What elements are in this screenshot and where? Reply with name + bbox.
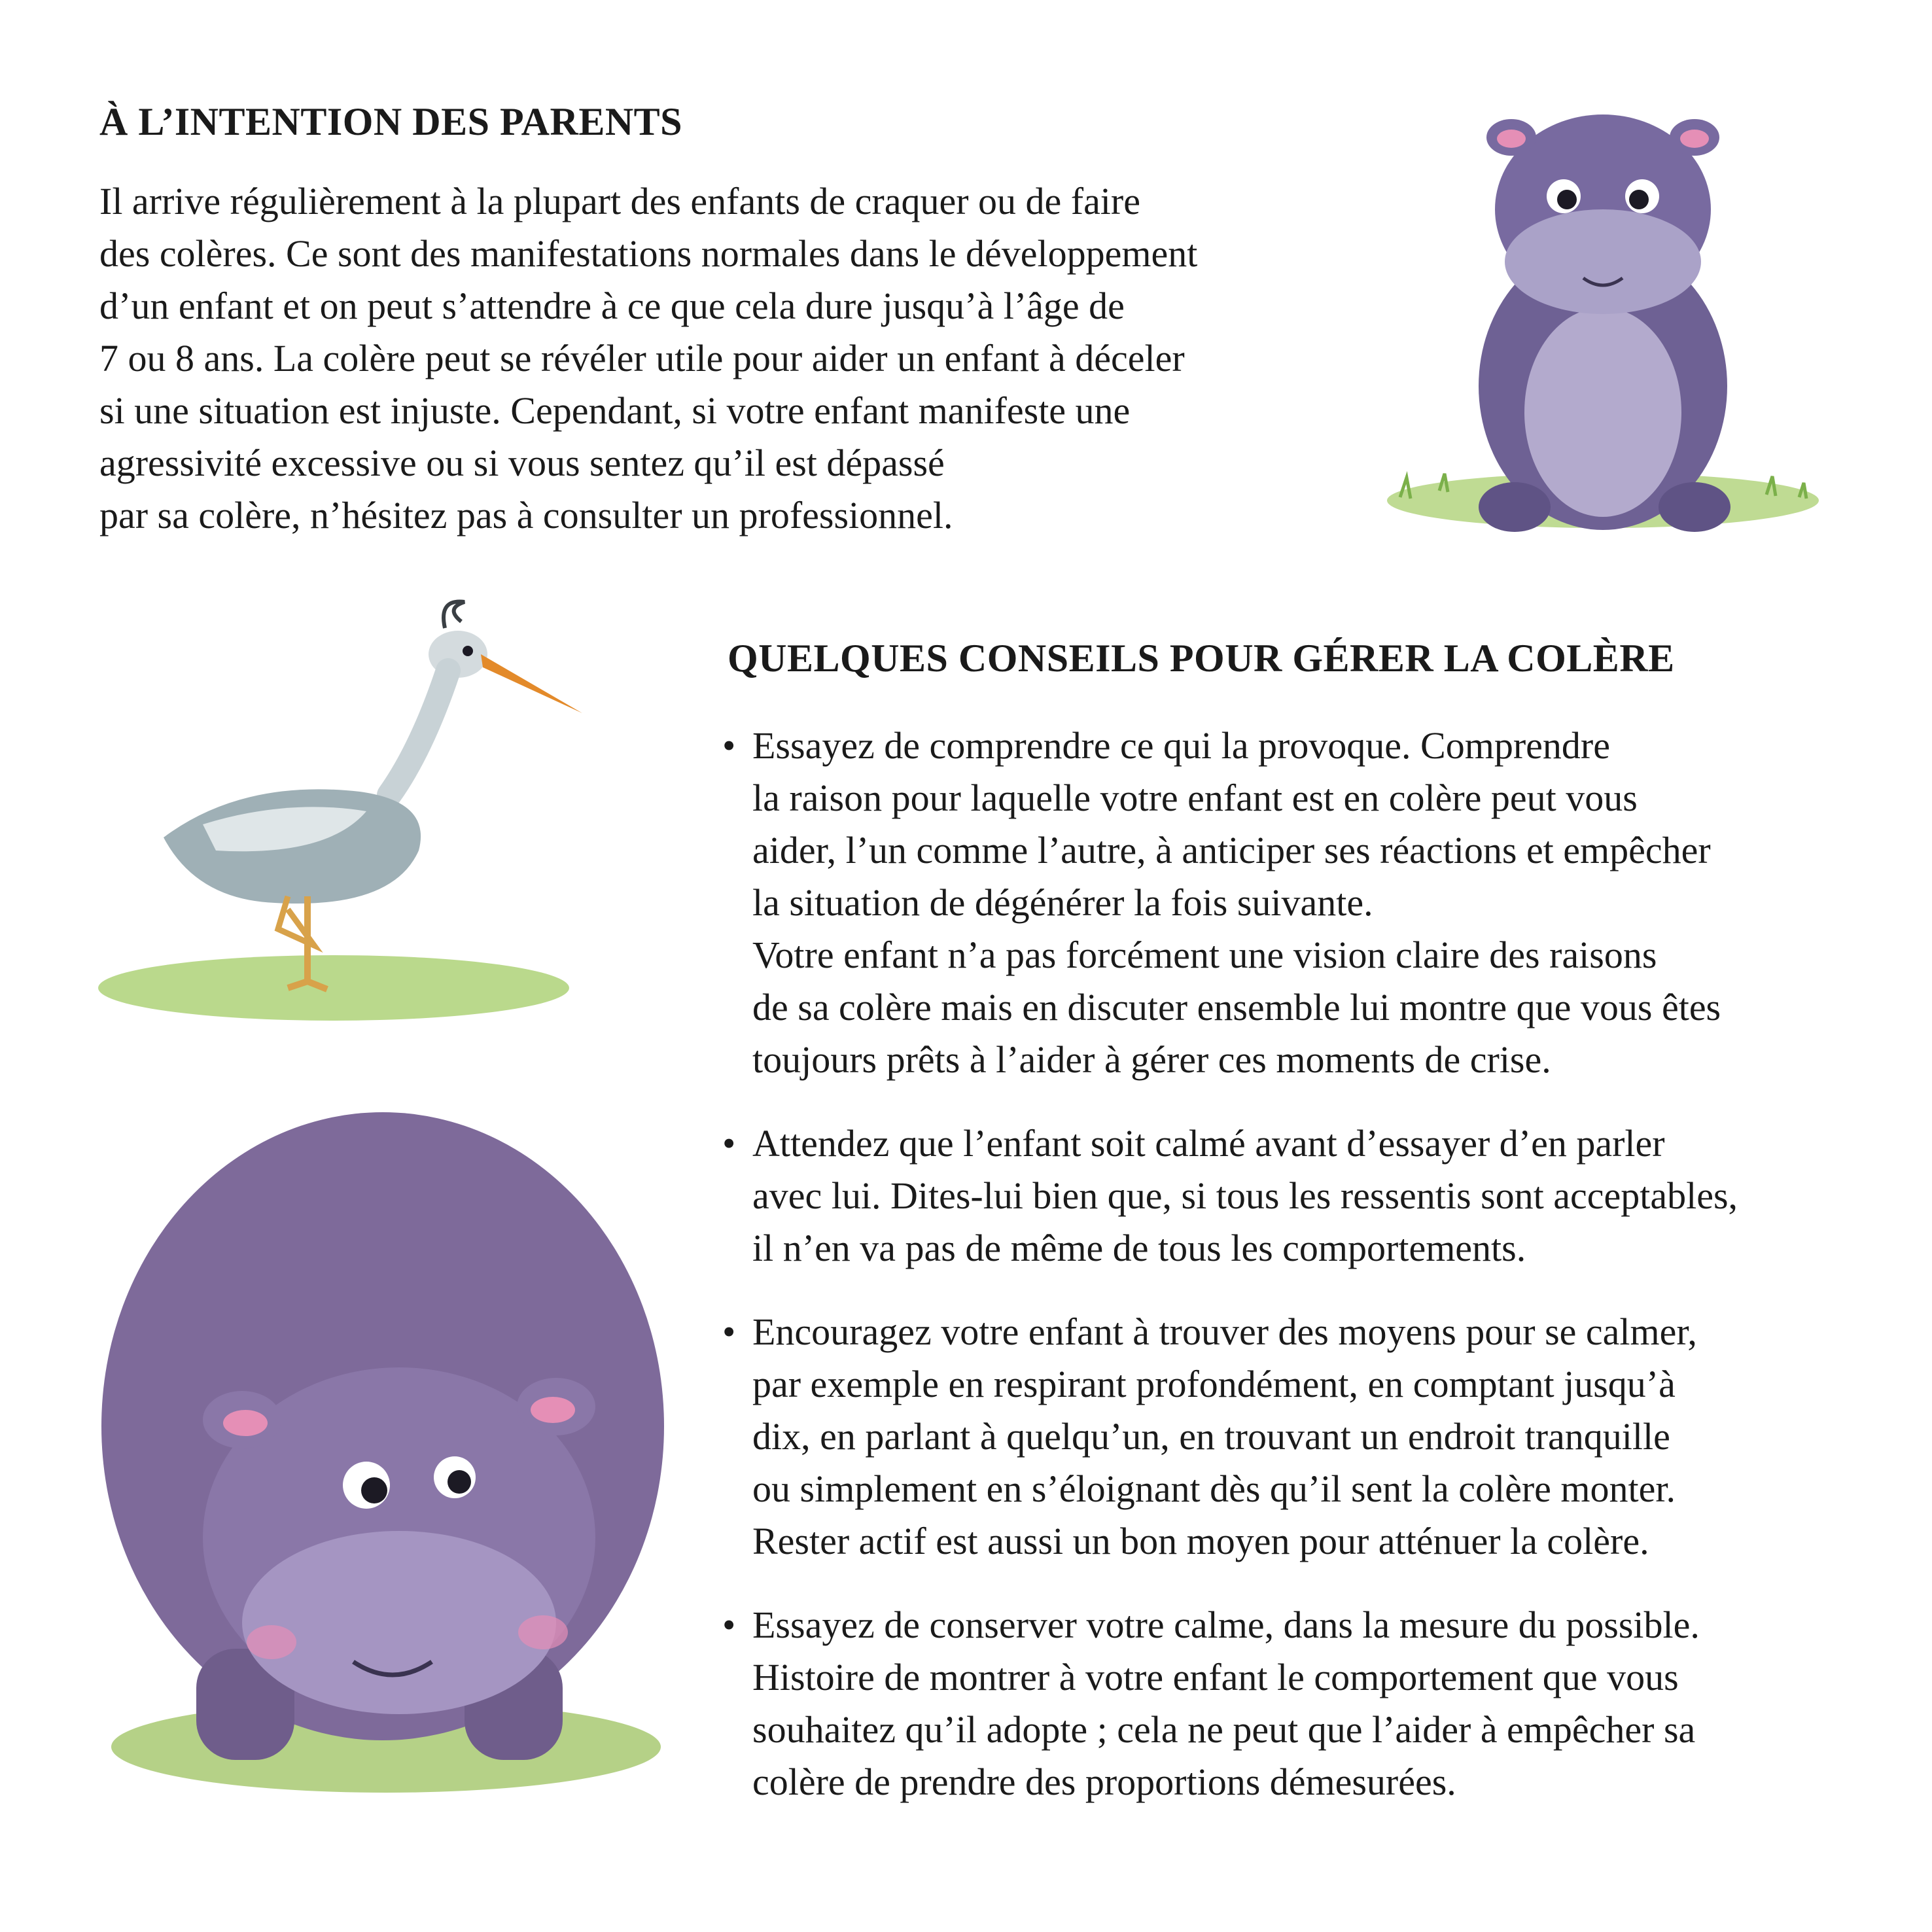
tip-line: souhaitez qu’il adopte ; cela ne peut que l’aider à empêcher sa: [752, 1708, 1696, 1751]
parents-paragraph: [99, 175, 1343, 542]
list-item: [722, 1599, 1900, 1808]
bullet: •: [722, 1122, 736, 1165]
hippo-ear-left-inner: [223, 1410, 268, 1436]
hippo-snout: [242, 1531, 556, 1714]
paragraph-line: agressivité excessive ou si vous sentez qu’il est dépassé: [99, 442, 945, 484]
heron-eye: [463, 646, 473, 656]
hippo-ear-right-inner: [1680, 130, 1709, 148]
bullet: •: [722, 1604, 736, 1646]
hippo-belly: [1524, 307, 1681, 517]
tip-line: avec lui. Dites-lui bien que, si tous les ressentis sont acceptables,: [752, 1174, 1738, 1217]
tips-heading: QUELQUES CONSEILS POUR GÉRER LA COLÈRE: [728, 637, 1675, 680]
hippo-cheek-right: [518, 1615, 568, 1649]
heron-neck: [389, 671, 448, 795]
hippo-pupil-right: [1629, 190, 1649, 209]
bullet: •: [722, 1310, 736, 1353]
hippo-snout: [1505, 209, 1701, 314]
list-item: [722, 1117, 1900, 1274]
paragraph-line: Il arrive régulièrement à la plupart des enfants de craquer ou de faire: [99, 180, 1140, 222]
hippo-pupil-left: [1557, 190, 1577, 209]
hippo-foot-left: [1479, 482, 1551, 532]
hippo-large-illustration: [92, 1086, 680, 1812]
heron-beak: [481, 654, 582, 713]
grass-patch: [98, 955, 569, 1021]
heron-crest: [444, 602, 465, 629]
hippo-ear-right-inner: [531, 1397, 575, 1423]
tip-line: la raison pour laquelle votre enfant est en colère peut vous: [752, 777, 1638, 819]
tip-line: par exemple en respirant profondément, en comptant jusqu’à: [752, 1363, 1676, 1405]
hippo-cheek-left: [247, 1625, 296, 1659]
hippo-foot-right: [1659, 482, 1730, 532]
tip-line: de sa colère mais en discuter ensemble lui montre que vous êtes: [752, 986, 1721, 1028]
tip-line: ou simplement en s’éloignant dès qu’il sent la colère monter.: [752, 1467, 1676, 1510]
hippo-pupil-left: [361, 1477, 387, 1503]
hippo-ear-left-inner: [1497, 130, 1526, 148]
tip-line: aider, l’un comme l’autre, à anticiper ses réactions et empêcher: [752, 829, 1711, 871]
hippo-pupil-right: [448, 1470, 471, 1494]
parents-heading: À L’INTENTION DES PARENTS: [99, 100, 683, 143]
paragraph-line: 7 ou 8 ans. La colère peut se révéler utile pour aider un enfant à déceler: [99, 337, 1185, 379]
paragraph-line: d’un enfant et on peut s’attendre à ce que cela dure jusqu’à l’âge de: [99, 285, 1125, 327]
paragraph-line: des colères. Ce sont des manifestations normales dans le développement: [99, 232, 1198, 275]
tip-line: dix, en parlant à quelqu’un, en trouvant un endroit tranquille: [752, 1415, 1670, 1458]
paragraph-line: si une situation est injuste. Cependant, si votre enfant manifeste une: [99, 389, 1131, 432]
tip-line: Rester actif est aussi un bon moyen pour atténuer la colère.: [752, 1520, 1649, 1562]
tip-line: Attendez que l’enfant soit calmé avant d’essayer d’en parler: [752, 1122, 1665, 1165]
hippo-sitting-illustration: [1374, 105, 1832, 556]
tip-line: Essayez de comprendre ce qui la provoque. Comprendre: [752, 724, 1610, 767]
tips-list: [722, 720, 1900, 1840]
tip-line: Encouragez votre enfant à trouver des moyens pour se calmer,: [752, 1310, 1697, 1353]
heron-illustration: [92, 589, 589, 1034]
tip-line: colère de prendre des proportions démesurées.: [752, 1761, 1456, 1803]
bullet: •: [722, 724, 736, 767]
paragraph-line: par sa colère, n’hésitez pas à consulter un professionnel.: [99, 494, 953, 536]
list-item: [722, 720, 1900, 1086]
tip-line: il n’en va pas de même de tous les comportements.: [752, 1227, 1526, 1269]
tip-line: Essayez de conserver votre calme, dans la mesure du possible.: [752, 1604, 1700, 1646]
tip-line: toujours prêts à l’aider à gérer ces moments de crise.: [752, 1038, 1551, 1081]
tip-line: Votre enfant n’a pas forcément une vision claire des raisons: [752, 934, 1657, 976]
tip-line: la situation de dégénérer la fois suivante.: [752, 881, 1373, 924]
list-item: [722, 1306, 1900, 1568]
tip-line: Histoire de montrer à votre enfant le comportement que vous: [752, 1656, 1679, 1698]
